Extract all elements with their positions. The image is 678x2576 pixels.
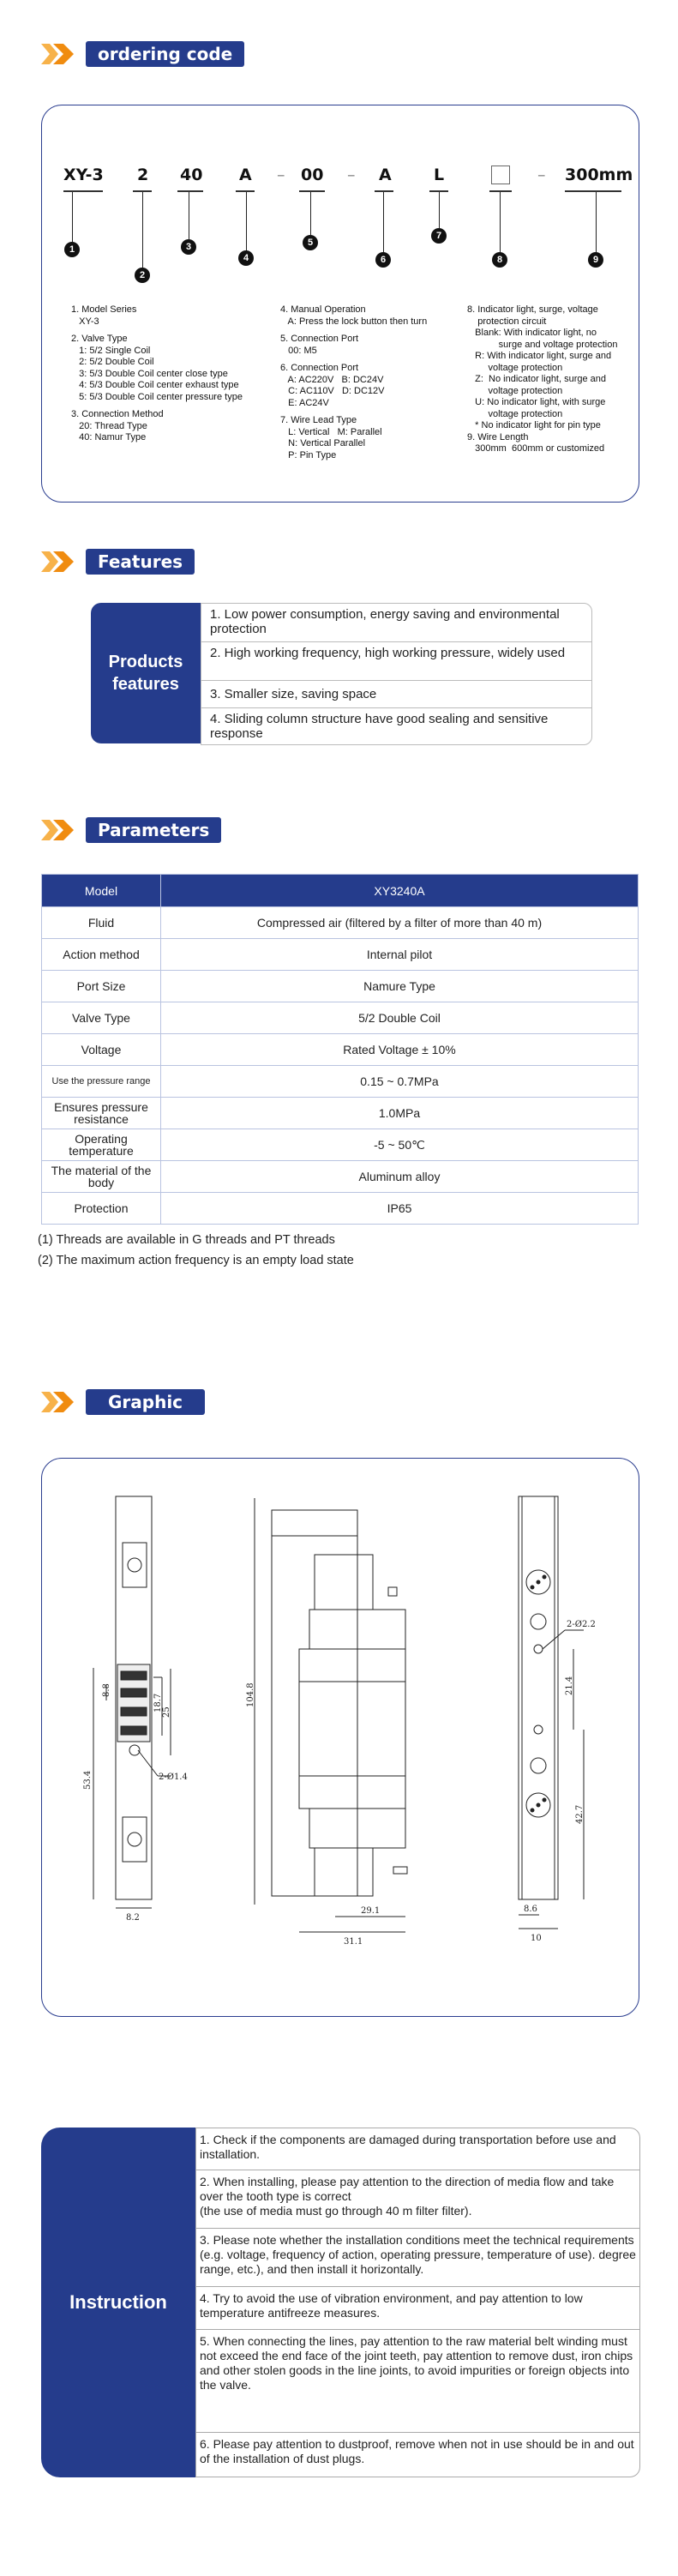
legend-line [71, 403, 277, 409]
marker-1: 1 [64, 242, 80, 257]
code-part-8-blank-box [491, 166, 510, 184]
marker-6: 6 [375, 252, 391, 268]
graphic-box [41, 1458, 639, 2017]
instruction-list [195, 2128, 640, 2477]
legend-line: voltage protection [467, 408, 563, 419]
parameters-header [41, 817, 221, 843]
legend-line: 8. Indicator light, surge, voltage [467, 304, 598, 315]
section-title: Parameters [86, 817, 221, 843]
legend-line: 4: 5/3 Double Coil center exhaust type [71, 380, 239, 390]
dim-label: 18.7 [153, 1693, 163, 1712]
legend-line: 00: M5 [280, 345, 317, 356]
legend-line: surge and voltage protection [467, 339, 618, 350]
legend-line: Blank: With indicator light, no [467, 328, 597, 338]
instruction-item: 5. When connecting the lines, pay attention to the raw material belt winding must not exceed the end face of the joint teeth, pay attention to remove dust, iron chips and other stolen goods in the line joints, to avoid impurities or foreign objects into the valve. [196, 2330, 639, 2433]
features-list [201, 603, 592, 745]
legend-line [280, 409, 477, 415]
dim-label: 10 [531, 1934, 542, 1943]
dim-label: 8.2 [126, 1913, 140, 1923]
dim-label: 8.8 [102, 1683, 111, 1697]
marker-2: 2 [135, 268, 150, 283]
legend-line: P: Pin Type [280, 449, 337, 460]
dim-label: 2-Ø2.2 [567, 1620, 596, 1629]
code-part-9: 300mm [565, 166, 633, 184]
dim-label: 2-Ø1.4 [159, 1773, 188, 1782]
marker-7: 7 [431, 228, 447, 244]
legend-line: protection circuit [467, 316, 547, 327]
marker-9: 9 [588, 252, 603, 268]
code-part-4: A [239, 166, 252, 184]
marker-3: 3 [181, 239, 196, 255]
dim-label: 31.1 [344, 1937, 363, 1947]
legend-line: U: No indicator light, with surge [467, 397, 606, 407]
parameters-table [41, 874, 639, 1225]
section-title: Features [86, 549, 195, 575]
section-title: ordering code [86, 41, 244, 67]
instruction-item: 4. Try to avoid the use of vibration environment, and pay attention to low temperature antifreeze measures. [196, 2287, 639, 2330]
dim-label: 104.8 [246, 1682, 255, 1707]
table-row: Protection IP65 [42, 1193, 639, 1225]
feature-item: 2. High working frequency, high working pressure, widely used [201, 642, 591, 681]
legend-line [280, 357, 477, 363]
header-model: Model [42, 875, 161, 907]
legend-line: 5. Connection Port [280, 334, 359, 344]
code-part-7: L [434, 166, 445, 184]
legend-line: A: AC220V B: DC24V [280, 374, 384, 385]
double-chevron-icon [41, 817, 86, 843]
legend-line: * No indicator light for pin type [467, 420, 601, 430]
marker-5: 5 [303, 235, 318, 250]
table-row: Use the pressure range 0.15 ~ 0.7MPa [42, 1066, 639, 1098]
instruction-item: 2. When installing, please pay attention to the direction of media flow and take over the tooth type is correct (the use of media must go through 40 m filter filter). [196, 2170, 639, 2229]
code-dash: – [537, 166, 546, 184]
legend-line: 3. Connection Method [71, 409, 164, 419]
legend-line: 20: Thread Type [71, 420, 147, 431]
table-row: Port Size Namure Type [42, 971, 639, 1002]
code-part-3: 40 [180, 166, 203, 184]
legend-line: voltage protection [467, 362, 563, 373]
dim-label: 8.6 [524, 1905, 537, 1914]
legend-line: 40: Namur Type [71, 432, 147, 442]
feature-item: 4. Sliding column structure have good sealing and sensitive response [210, 712, 549, 741]
legend-line: 2. Valve Type [71, 334, 128, 344]
code-part-1: XY-3 [63, 166, 104, 184]
table-row: Ensures pressure resistance 1.0MPa [42, 1098, 639, 1129]
table-row: The material of the body Aluminum alloy [42, 1161, 639, 1193]
dim-label: 42.7 [575, 1804, 585, 1824]
legend-line: C: AC110V D: DC12V [280, 386, 385, 396]
graphic-header [41, 1389, 205, 1415]
legend-line: 6. Connection Port [280, 363, 359, 373]
table-row: Fluid Compressed air (filtered by a filter of more than 40 m) [42, 907, 639, 939]
ordering-code-box [41, 105, 639, 503]
legend-line: 1. Model Series [71, 304, 137, 315]
section-title: Graphic [86, 1389, 205, 1415]
legend-line: L: Vertical M: Parallel [280, 426, 382, 437]
code-dash: – [347, 166, 356, 184]
dim-label: 29.1 [361, 1906, 381, 1916]
code-diagram [42, 3, 639, 280]
table-row: Operating temperature -5 ~ 50℃ [42, 1129, 639, 1161]
legend-line: N: Vertical Parallel [280, 438, 366, 448]
legend-line: 3: 5/3 Double Coil center close type [71, 368, 228, 379]
code-part-6: A [379, 166, 392, 184]
legend-line: voltage protection [467, 385, 563, 396]
table-row: Action method Internal pilot [42, 939, 639, 971]
legend-line: 4. Manual Operation [280, 304, 366, 315]
legend-line [71, 328, 277, 334]
double-chevron-icon [41, 1389, 86, 1415]
code-dash: – [277, 166, 285, 184]
param-note-1: (1) Threads are available in G threads and PT threads [38, 1233, 335, 1247]
products-features-label: Products features [91, 603, 201, 743]
legend-column-3 [467, 304, 639, 455]
legend-line: A: Press the lock button then turn [280, 316, 428, 327]
legend-line: 1: 5/2 Single Coil [71, 345, 151, 356]
code-part-2: 2 [137, 166, 149, 184]
features-header [41, 549, 195, 575]
header-model-value: XY3240A [161, 875, 639, 907]
table-row: Valve Type 5/2 Double Coil [42, 1002, 639, 1034]
feature-item: 1. Low power consumption, energy saving and environmental protection [201, 604, 591, 642]
legend-line: XY-3 [71, 316, 99, 327]
technical-drawing [42, 1459, 640, 2018]
legend-column-1 [71, 304, 277, 444]
table-header-row [42, 875, 639, 907]
dim-label: 21.4 [565, 1676, 574, 1695]
legend-line: E: AC24V [280, 397, 329, 408]
param-note-2: (2) The maximum action frequency is an empty load state [38, 1254, 354, 1267]
legend-line: 5: 5/3 Double Coil center pressure type [71, 391, 243, 402]
instruction-item: 1. Check if the components are damaged during transportation before use and installation. [196, 2128, 639, 2170]
double-chevron-icon [41, 549, 86, 575]
instruction-item: 6. Please pay attention to dustproof, remove when not in use should be in and out of the installation of dust plugs. [200, 2437, 634, 2465]
legend-line: 9. Wire Length [467, 431, 529, 442]
dim-label: 53.4 [83, 1770, 93, 1790]
marker-8: 8 [492, 252, 507, 268]
feature-item: 3. Smaller size, saving space [201, 681, 591, 708]
code-part-5: 00 [301, 166, 324, 184]
legend-line: 7. Wire Lead Type [280, 415, 357, 425]
legend-line: Z: No indicator light, surge and [467, 374, 607, 384]
marker-4: 4 [238, 250, 254, 266]
legend-line: R: With indicator light, surge and [467, 351, 612, 361]
legend-line: 2: 5/2 Double Coil [71, 357, 154, 367]
instruction-item: 3. Please note whether the installation conditions meet the technical requirements (e.g. voltage, frequency of action, operating pressure, temperature of use). degree range, etc.), and then install it horizontally. [196, 2229, 639, 2287]
table-row: Voltage Rated Voltage ± 10% [42, 1034, 639, 1066]
legend-line: 300mm 600mm or customized [467, 443, 605, 454]
legend-line [280, 328, 477, 334]
dim-label: 25 [162, 1706, 171, 1718]
instruction-label: Instruction [41, 2128, 195, 2477]
legend-column-2 [280, 304, 477, 461]
